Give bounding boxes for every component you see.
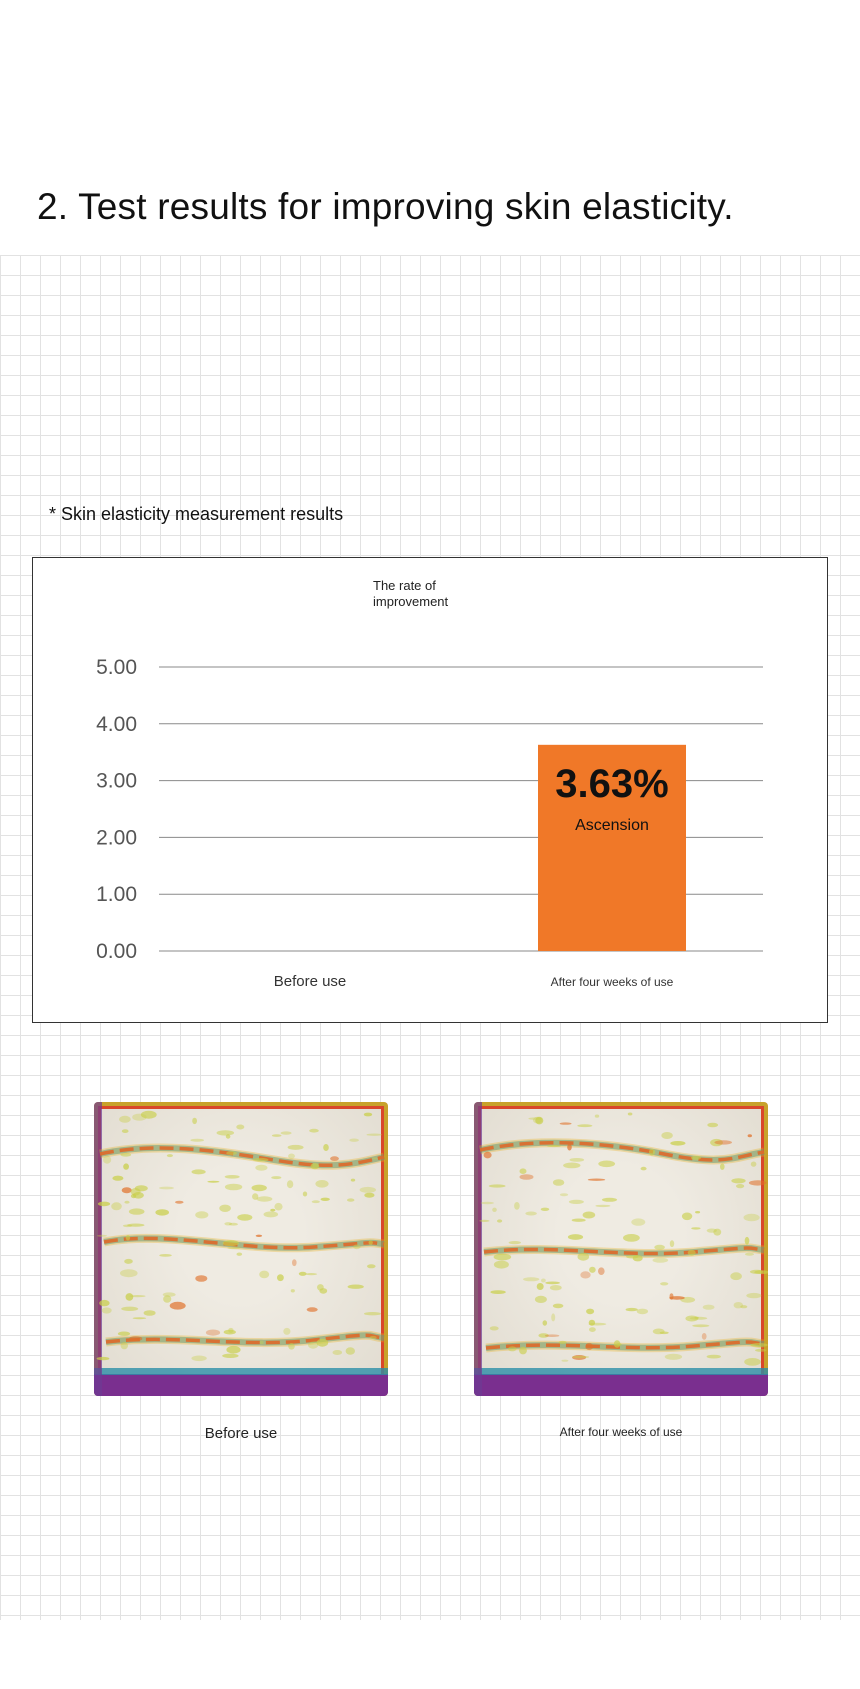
y-tick-label: 2.00 [96,826,137,850]
chart-frame [32,557,828,1023]
y-tick-label: 4.00 [96,712,137,736]
y-tick-label: 0.00 [96,940,137,963]
after-skin-image [474,1102,768,1396]
bar-sub-label: Ascension [575,816,649,834]
x-category-label: Before use [273,973,347,990]
page-heading: 2. Test results for improving skin elasticity. [37,186,734,227]
measurement-note: * Skin elasticity measurement results [49,504,344,524]
chart-title: The rate of improvement [373,578,449,609]
x-category-label: After four weeks of use [550,975,674,989]
before-caption: Before use [204,1425,278,1442]
before-skin-image [94,1102,388,1396]
y-tick-label: 1.00 [96,883,137,907]
y-tick-label: 5.00 [96,656,137,679]
bar-value-label: 3.63% [555,761,669,806]
after-caption: After four weeks of use [559,1425,683,1439]
y-tick-label: 3.00 [96,769,137,793]
bar-chart [33,558,829,1024]
